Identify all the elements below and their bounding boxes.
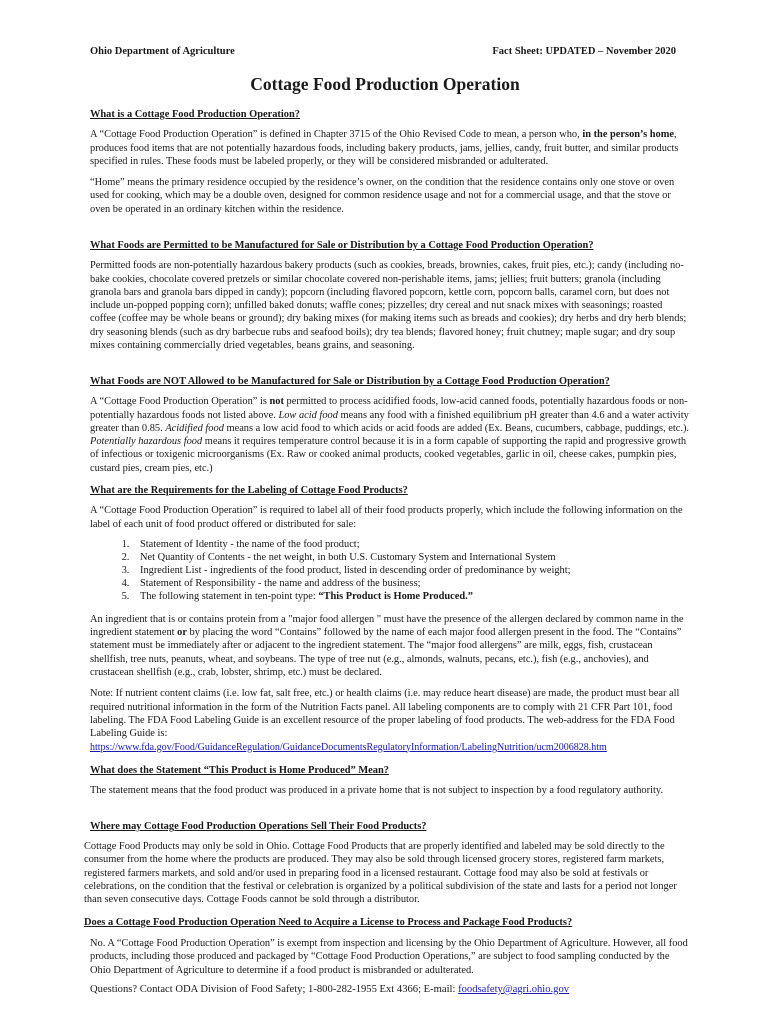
- list-item: 2. Net Quantity of Contents - the net weight, in both U.S. Customary System and International System: [132, 551, 690, 564]
- list-item: 5. The following statement in ten-point type: “This Product is Home Produced.”: [132, 590, 690, 603]
- list-item: 3. Ingredient List - ingredients of the food product, listed in descending order of predominance by weight;: [132, 564, 690, 577]
- section-what-is: [90, 108, 690, 216]
- paragraph-where-sell: Cottage Food Products may only be sold in Ohio. Cottage Food Products that are properly identified and labeled may be sold directly to the consumer from the home where the products are produced. They may also be sold through licensed grocery stores, registered farm markets, registered farmers markets, and sold and/or used in preparing food in a licensed restaurant. Cottage food may also be sold at festivals or celebrations, on the condition that the festival or celebration is organized by a political subdivision of the state and lasts for a period not longer than seven consecutive days. Cottage Foods cannot be sold through a distributor.: [84, 841, 677, 906]
- header-agency: Ohio Department of Agriculture: [90, 46, 235, 57]
- section-heading: What are the Requirements for the Labeling of Cottage Food Products?: [90, 485, 408, 496]
- paragraph-license: No. A “Cottage Food Production Operation” is exempt from inspection and licensing by the Ohio Department of Agriculture. However, all food products, including those produced and packaged by “Cottage Food Production Operations,” are subject to food sampling conducted by the Ohio Department of Agriculture to determine if a food product is misbranded or adulterated.: [90, 938, 688, 976]
- section-labeling-requirements: [90, 484, 690, 754]
- section-heading: Where may Cottage Food Production Operations Sell Their Food Products?: [90, 821, 427, 832]
- section-heading: What is a Cottage Food Production Operation?: [90, 109, 300, 120]
- footer-email-link[interactable]: foodsafety@agri.ohio.gov: [458, 984, 570, 995]
- section-heading: What Foods are NOT Allowed to be Manufactured for Sale or Distribution by a Cottage Food Production Operation?: [90, 376, 610, 387]
- section-where-sell-body: [84, 840, 690, 906]
- paragraph-home-definition: “Home” means the primary residence occupied by the residence’s owner, on the condition that the residence contains only one stove or oven used for cooking, which may be a double oven, designed for common residence usage and not for a commercial usage, and that the stove or oven be operated in an ordinary kitchen within the residence.: [90, 177, 675, 215]
- section-heading: What does the Statement “This Product is Home Produced” Mean?: [90, 765, 389, 776]
- section-not-allowed-foods: [90, 375, 690, 475]
- paragraph-not-allowed: A “Cottage Food Production Operation” is not permitted to process acidified foods, low-acid canned foods, potentially hazardous foods or non-potentially hazardous foods not listed above. Low acid food means any food with a finished equilibrium pH greater than 4.6 and a water activity greater than 0.85. Acidified food means a low acid food to which acids or acid foods are added (Ex. Beans, cucumbers, cabbage, puddings, etc.). Potentially hazardous food means it requires temperature control because it is in a form capable of supporting the rapid and progressive growth of infectious or toxigenic microorganisms (Ex. Raw or cooked animal products, cooked vegetables, garlic in oil, cheese cakes, pumpkin pies, custard pies, cream pies, etc.): [90, 396, 690, 474]
- paragraph-home-produced: The statement means that the food product was produced in a private home that is not subject to inspection by a food regulatory authority.: [90, 785, 663, 797]
- paragraph-labeling-intro: A “Cottage Food Production Operation” is required to label all of their food products properly, which include the following information on the label of each unit of food product offered or distributed for sale:: [90, 505, 683, 530]
- labeling-list: [90, 538, 690, 603]
- section-where-sell: [90, 820, 690, 833]
- section-license: [84, 916, 694, 929]
- section-permitted-foods: [90, 239, 690, 352]
- page-title: Cottage Food Production Operation: [250, 74, 520, 94]
- section-heading: Does a Cottage Food Production Operation Need to Acquire a License to Process and Package Food Products?: [84, 917, 573, 928]
- page-footer: [90, 984, 690, 995]
- fda-guide-link[interactable]: https://www.fda.gov/Food/GuidanceRegulation/GuidanceDocumentsRegulatoryInformation/LabelingNutrition/ucm2006828.htm: [90, 741, 607, 753]
- footer-contact-text: Questions? Contact ODA Division of Food Safety; 1-800-282-1955 Ext 4366; E-mail:: [90, 984, 459, 995]
- paragraph-allergens: An ingredient that is or contains protein from a "major food allergen " must have the presence of the allergen declared by common name in the ingredient statement or by placing the word “Contains” followed by the name of each major food allergen present in the food. The “Contains” statement must be immediately after or adjacent to the ingredient statement. The “major food allergens” are milk, eggs, fish, crustacean shellfish, tree nuts, peanuts, wheat, and soybeans. The type of tree nut (e.g., almonds, walnuts, pecans, etc.), fish (e.g., anchovies), and crustacean shellfish (e.g., crab, lobster, shrimp, etc.) must be declared.: [90, 613, 684, 679]
- header-fact-sheet-date: Fact Sheet: UPDATED – November 2020: [492, 46, 676, 57]
- paragraph-definition: A “Cottage Food Production Operation” is defined in Chapter 3715 of the Ohio Revised Code to mean, a person who, in the person’s home, produces food items that are not potentially hazardous foods, including bakery products, jams, jellies, candy, fruit butter, and similar products specified in rules. These foods must be labeled properly, or they will be considered misbranded or adulterated.: [90, 129, 679, 167]
- page-header: [90, 46, 676, 60]
- paragraph-permitted-foods: Permitted foods are non-potentially hazardous bakery products (such as cookies, breads, brownies, cakes, fruit pies, etc.); candy (including no-bake cookies, chocolate covered pretzels or similar chocolate covered non-perishable items, jams; jellies; fruit butters; granola (including granola bars and granola bars dipped in candy); popcorn (including flavored popcorn, kettle corn, popcorn balls, caramel corn, but does not include un-popped popping corn); unfilled baked donuts; waffle cones; pizzelles; dry cereal and nut snack mixes with seasonings; roasted coffee (coffee may be whole beans or ground); dry baking mixes (for making items such as breads and cookies); dry herbs and dry herb blends; dry seasoning blends (such as dry barbecue rubs and seafood boils); dry tea blends; flavored honey; fruit chutney; maple sugar; and dry soup mixes containing commercially dried vegetables, beans grains, and seasoning.: [90, 260, 687, 352]
- section-home-produced-meaning: [90, 764, 690, 798]
- paragraph-nutrition-note: Note: If nutrient content claims (i.e. low fat, salt free, etc.) or health claims (i.e. may reduce heart disease) are made, the product must bear all required nutritional information in the form of the Nutrition Facts panel. All labeling components are to comply with 21 CFR Part 101, food labeling. The FDA Food Labeling Guide is an excellent resource of the proper labeling of food products. The web-address for the FDA Food Labeling Guide is:: [90, 688, 680, 740]
- section-license-body: [90, 937, 690, 977]
- paragraph-fda-link: [90, 741, 690, 754]
- list-item: 1. Statement of Identity - the name of the food product;: [132, 538, 690, 551]
- list-item: 4. Statement of Responsibility - the name and address of the business;: [132, 577, 690, 590]
- section-heading: What Foods are Permitted to be Manufactured for Sale or Distribution by a Cottage Food Production Operation?: [90, 240, 594, 251]
